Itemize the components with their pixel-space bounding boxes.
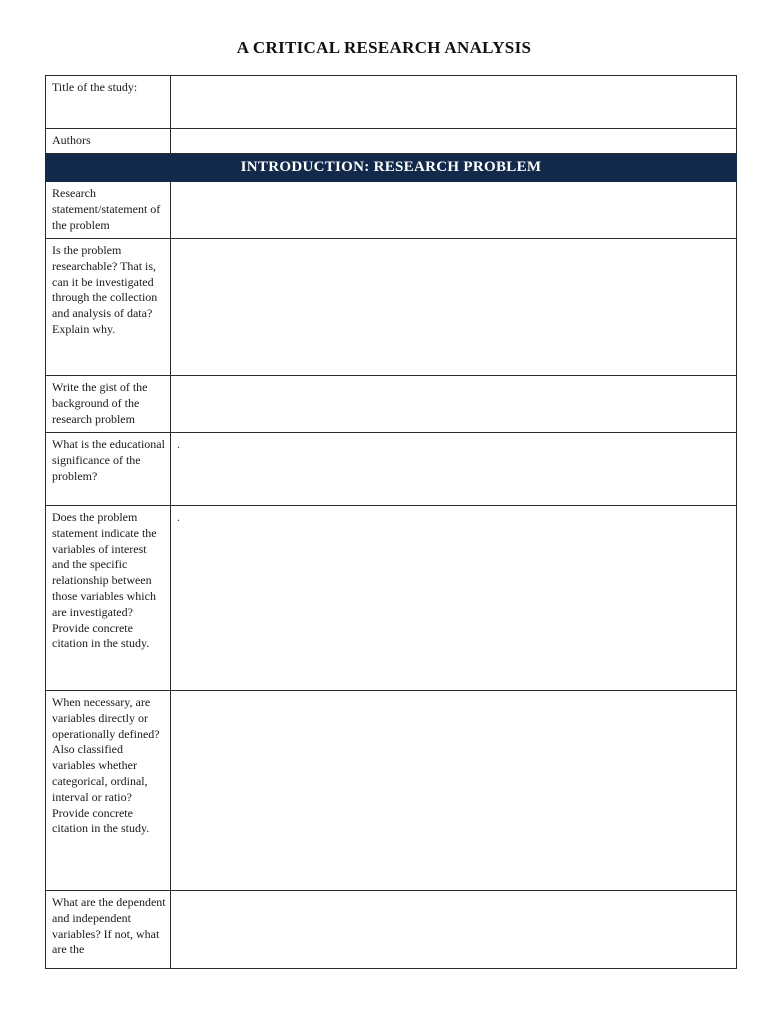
table-row-title: [46, 76, 737, 129]
answer-field[interactable]: [171, 506, 737, 691]
title-label: Title of the study:: [46, 76, 171, 129]
answer-field[interactable]: [171, 891, 737, 969]
analysis-table: [45, 75, 737, 969]
answer-field[interactable]: [171, 239, 737, 376]
question-label: What is the educational significance of the problem?: [46, 433, 171, 506]
page-title: A CRITICAL RESEARCH ANALYSIS: [236, 38, 532, 57]
answer-mark: .: [177, 510, 180, 524]
answer-field[interactable]: [171, 182, 737, 239]
question-label: Write the gist of the background of the research problem: [46, 376, 171, 433]
table-row: [46, 182, 737, 239]
question-label: When necessary, are variables directly or operationally defined? Also classified variables whether categorical, ordinal, interval or ratio? Provide concrete citation in the study.: [46, 691, 171, 891]
table-row: [46, 506, 737, 691]
table-row: [46, 433, 737, 506]
question-label: Is the problem researchable? That is, can it be investigated through the collection and analysis of data? Explain why.: [46, 239, 171, 376]
authors-label: Authors: [46, 129, 171, 154]
table-row-authors: [46, 129, 737, 154]
answer-field[interactable]: [171, 691, 737, 891]
section-header-row: [46, 154, 737, 182]
table-row: [46, 239, 737, 376]
title-answer-field[interactable]: [171, 76, 737, 129]
answer-field[interactable]: [171, 433, 737, 506]
question-label: Research statement/statement of the problem: [46, 182, 171, 239]
table-row: [46, 691, 737, 891]
authors-answer-field[interactable]: [171, 129, 737, 154]
section-header: INTRODUCTION: RESEARCH PROBLEM: [46, 154, 737, 182]
answer-field[interactable]: [171, 376, 737, 433]
question-label: What are the dependent and independent variables? If not, what are the: [46, 891, 171, 969]
answer-mark: .: [177, 437, 180, 451]
question-label: Does the problem statement indicate the variables of interest and the specific relationship between those variables which are investigated? Provide concrete citation in the study.: [46, 506, 171, 691]
table-row: [46, 376, 737, 433]
table-row: [46, 891, 737, 969]
